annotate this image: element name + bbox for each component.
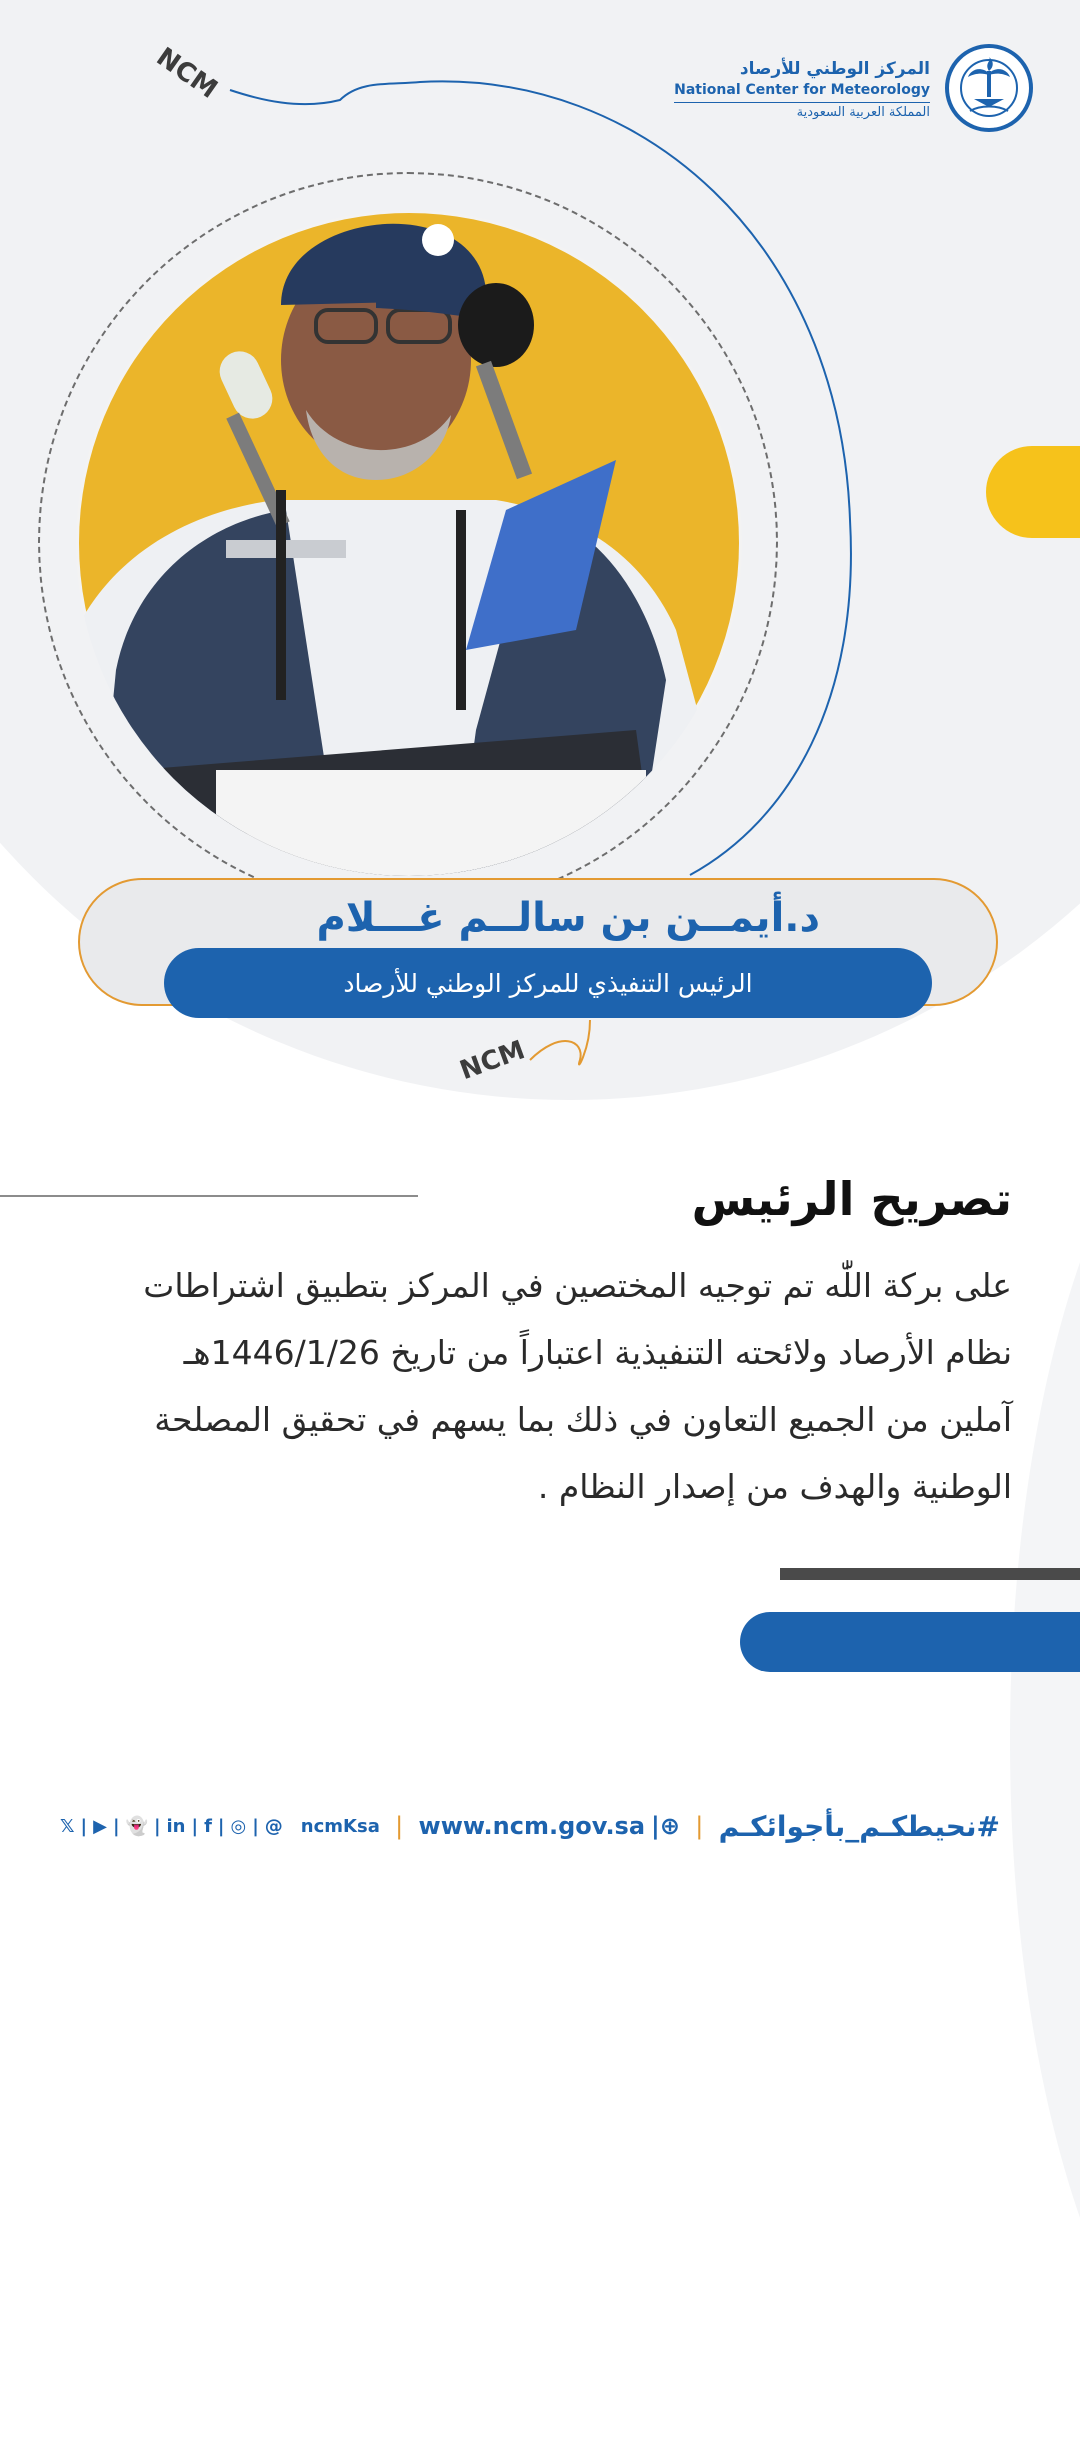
footer-separator: | xyxy=(395,1812,404,1840)
instagram-icon[interactable]: ◎ xyxy=(230,1815,247,1837)
social-handle[interactable]: ncmKsa xyxy=(300,1815,380,1837)
logo-name-ar: المركز الوطني للأرصاد xyxy=(739,59,930,79)
divider-line xyxy=(0,1195,418,1197)
website-url[interactable]: www.ncm.gov.sa xyxy=(418,1812,646,1840)
speaker-illustration xyxy=(76,210,742,876)
speaker-role: الرئيس التنفيذي للمركز الوطني للأرصاد xyxy=(343,968,753,998)
statement-line: آملين من الجميع التعاون في ذلك بما يسهم في تحقيق المصلحة xyxy=(154,1400,1012,1439)
website[interactable] xyxy=(419,1812,680,1840)
decor-bar-dark xyxy=(780,1568,1080,1580)
statement-line: نظام الأرصاد ولائحته التنفيذية اعتباراً من تاريخ 1446/1/26هـ xyxy=(183,1333,1012,1372)
ncm-logo xyxy=(945,44,1033,132)
speaker-photo xyxy=(76,210,742,876)
ncm-tag-bottom: NCM xyxy=(456,1035,529,1087)
logo-name-en: National Center for Meteorology xyxy=(674,80,930,103)
statement-body xyxy=(12,1252,1012,1520)
decor-bar-blue xyxy=(740,1612,1080,1672)
linkedin-icon[interactable]: in xyxy=(166,1815,186,1837)
logo-wordmark xyxy=(674,58,930,123)
globe-icon: |⊕ xyxy=(651,1812,680,1840)
snapchat-icon[interactable]: 👻 xyxy=(125,1815,148,1837)
social-icons: 𝕏 | ▶ | 👻 | in | f | ◎ | @ ncmKsa xyxy=(60,1815,380,1837)
speaker-name: د.أيمــن بن سالــم غـــلام xyxy=(316,895,820,941)
statement-line: على بركة اللّٰه تم توجيه المختصين في المركز بتطبيق اشتراطات xyxy=(143,1266,1012,1305)
palm-emblem-icon xyxy=(954,53,1024,123)
footer xyxy=(60,1806,1000,1846)
statement-title: تصريح الرئيس xyxy=(691,1172,1012,1226)
ncm-tag-top: NCM xyxy=(150,42,223,105)
logo-country: المملكة العربية السعودية xyxy=(796,105,930,120)
x-icon[interactable]: 𝕏 xyxy=(60,1815,75,1837)
facebook-icon[interactable]: f xyxy=(204,1815,212,1837)
footer-separator: | xyxy=(695,1812,704,1840)
statement-line: الوطنية والهدف من إصدار النظام . xyxy=(537,1467,1012,1506)
hashtag[interactable]: #نحيطكـم_بأجوائكـم xyxy=(718,1809,1000,1843)
role-pill xyxy=(164,948,932,1018)
threads-icon[interactable]: @ xyxy=(264,1815,283,1837)
youtube-icon[interactable]: ▶ xyxy=(93,1815,107,1837)
